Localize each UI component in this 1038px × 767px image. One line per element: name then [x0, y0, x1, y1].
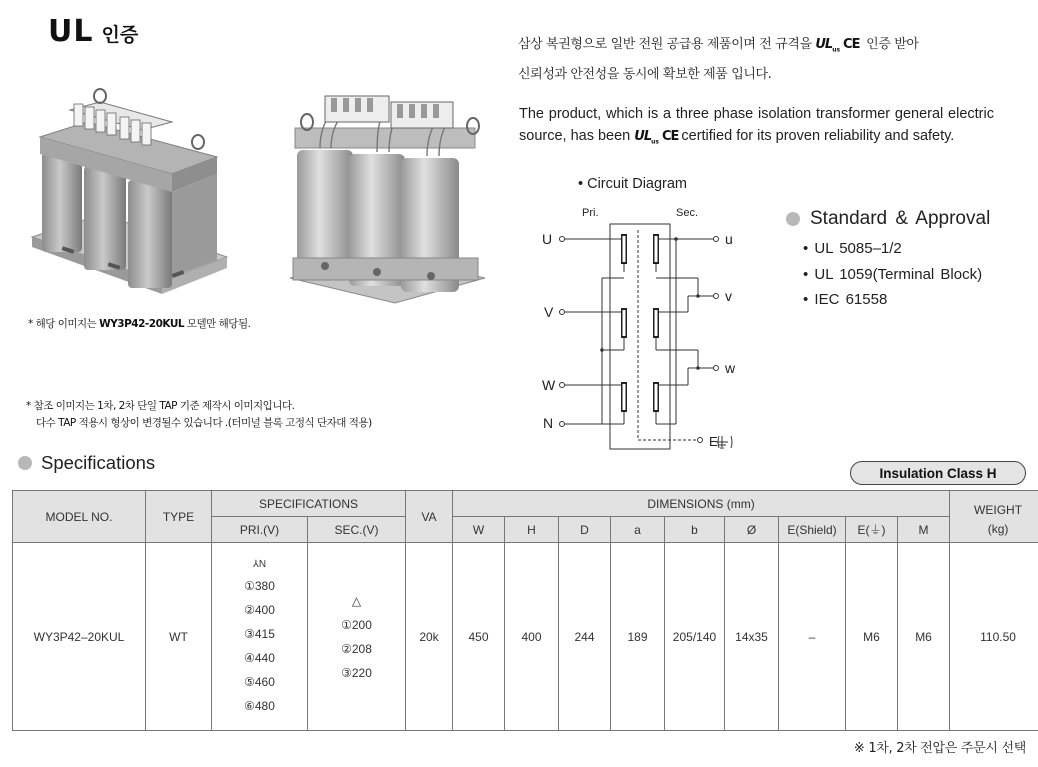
cell-model: WY3P42–20KUL: [13, 543, 146, 731]
table-row: [13, 543, 1038, 731]
cell-type: WT: [146, 543, 212, 731]
cell-dim-e-ground: M6: [846, 543, 898, 731]
specifications-heading: [18, 452, 155, 474]
terminal-u: u: [725, 231, 733, 247]
header-dim-phi: Ø: [725, 517, 779, 543]
title-ul: UL: [48, 14, 94, 49]
cell-dim-d: 244: [559, 543, 611, 731]
header-model: MODEL NO.: [13, 491, 146, 543]
header-dim-e-ground: E(⏚): [846, 517, 898, 543]
delta-symbol: △: [351, 593, 362, 608]
terminal-E: E: [709, 434, 718, 449]
standard-item: • UL 1059(Terminal Block): [803, 265, 983, 283]
header-sec: SEC.(V): [308, 517, 406, 543]
header-pri: PRI.(V): [212, 517, 308, 543]
header-va: VA: [406, 491, 453, 543]
terminal-V: V: [544, 304, 554, 320]
label-pri: Pri.: [582, 207, 599, 219]
ul-mark-icon: $UL_{us}$: [815, 37, 841, 54]
ref-note-line2: 다수 TAP 적용시 형상이 변경될수 있습니다 .(터미널 블록 고정식 단자대 적용): [36, 417, 372, 429]
circuit-diagram: [538, 200, 753, 455]
header-specifications: SPECIFICATIONS: [212, 491, 406, 517]
cell-dim-w: 450: [453, 543, 505, 731]
insulation-class-badge: Insulation Class H: [850, 461, 1026, 485]
page-title: [48, 14, 138, 49]
header-dim-h: H: [505, 517, 559, 543]
header-type: TYPE: [146, 491, 212, 543]
header-dim-e-shield: E(Shield): [779, 517, 846, 543]
standards-section: [786, 208, 990, 313]
terminal-U: U: [542, 231, 553, 247]
desc-ko-part2: 인증 받아: [862, 37, 919, 52]
product-photo-side: [285, 88, 500, 313]
specifications-title: Specifications: [41, 452, 156, 473]
ul-mark-icon: $UL_{us}$: [634, 129, 659, 146]
cell-weight: 110.50: [950, 543, 1038, 731]
image-note-prefix: * 해당 이미지는: [28, 318, 100, 330]
header-weight: WEIGHT (kg): [950, 491, 1038, 543]
terminal-w: w: [725, 360, 736, 376]
cell-dim-e-shield: –: [779, 543, 846, 731]
terminal-v: v: [725, 288, 732, 304]
header-dimensions: DIMENSIONS (mm): [453, 491, 950, 517]
standards-title: Standard & Approval: [810, 208, 991, 229]
footer-note: ※ 1차, 2차 전압은 주문시 선택: [853, 741, 1026, 756]
desc-en-part1: The product, which is a three phase isolation transformer general electric source, has been: [519, 106, 994, 144]
standard-item: • UL 5085–1/2: [803, 240, 902, 257]
description-english: [519, 103, 994, 154]
title-certification: 인증: [101, 24, 139, 46]
cell-sec: △ ①200 ②208 ③220: [308, 543, 406, 731]
cell-va: 20k: [406, 543, 453, 731]
header-dim-b: b: [665, 517, 725, 543]
ref-note-line1: * 참조 이미지는 1차, 2차 단일 TAP 기준 제작시 이미지입니다.: [26, 400, 295, 412]
cell-dim-phi: 14x35: [725, 543, 779, 731]
terminal-W: W: [542, 377, 556, 393]
desc-en-part2: certified for its proven reliability and safety.: [681, 128, 955, 144]
cell-dim-b: 205/140: [665, 543, 725, 731]
image-note-suffix: 모델만 해당됨.: [184, 318, 251, 330]
image-note-model: WY3P42-20KUL: [99, 318, 185, 330]
description-korean: [518, 33, 1018, 87]
cell-dim-m: M6: [898, 543, 950, 731]
specifications-table: [12, 490, 1038, 731]
product-photo-front: [22, 82, 242, 312]
bullet-dot-icon: [786, 212, 800, 226]
reference-image-note: [26, 398, 372, 432]
bullet-dot-icon: [18, 456, 32, 470]
desc-ko-part1: 삼상 복권형으로 일반 전원 공급용 제품이며 전 규격을: [518, 37, 816, 52]
wye-neutral-symbol: ⅄N: [252, 558, 267, 570]
standard-item: • IEC 61558: [803, 291, 888, 308]
ce-mark-icon: CE: [661, 129, 679, 144]
cell-dim-h: 400: [505, 543, 559, 731]
ground-icon: [716, 436, 732, 448]
cell-pri: ⅄N ①380 ②400 ③415 ④440 ⑤460 ⑥480: [212, 543, 308, 731]
standards-list: [803, 236, 990, 313]
cell-dim-a: 189: [611, 543, 665, 731]
image-model-note: [28, 316, 250, 331]
header-dim-a: a: [611, 517, 665, 543]
header-dim-m: M: [898, 517, 950, 543]
terminal-N: N: [543, 415, 554, 431]
header-dim-d: D: [559, 517, 611, 543]
ce-mark-icon: CE: [843, 37, 860, 52]
circuit-diagram-title: • Circuit Diagram: [578, 176, 688, 192]
header-dim-w: W: [453, 517, 505, 543]
desc-ko-line2: 신뢰성과 안전성을 동시에 확보한 제품 입니다.: [518, 66, 772, 82]
label-sec: Sec.: [676, 207, 699, 219]
